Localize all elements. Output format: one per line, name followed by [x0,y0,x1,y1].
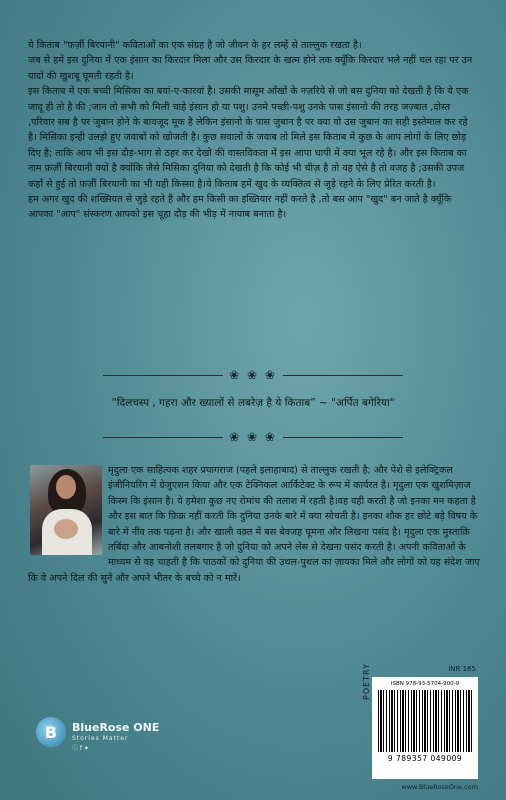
divider-line [103,437,223,438]
endorsement-quote: “दिलचस्प , गहरा और ख्यालों से लबरेज़ है ये किताब” ~ "अर्पित बगेरिया" [111,397,395,409]
barcode-number: 9 789357 049009 [387,754,463,763]
bluerose-logo-icon: B [36,717,66,747]
back-cover-blurb [28,38,478,223]
publisher-logo [36,715,166,755]
divider-line [283,437,403,438]
ornament-divider [0,368,506,382]
publisher-tagline: Stories Matter [72,735,129,742]
price-label: INR 165 [448,665,476,673]
blurb-paragraph: जब से हमें इस दुनिया में एक इंसान का किरदार मिला और उस किरदार के खत्म होने तक क्यूँकि किरदार भले नहीं चल रहा पर उन यादों की खुशबू घूमती रहती है। [28,55,473,82]
author-bio-text: मृदुला एक साहित्यक शहर प्रयागराज (पहले इलाहाबाद) से ताल्लुक रखती है; और पेशे से इलेक्ट्रिकल इंजीनियरिंग में ग्रेजुएशन किया और एक टेक्निकल आर्किटेक्ट के रूप में कार्यरत है। मृदुला एक खुशमिज़ाज किस्म कि इंसान है। ये हमेशा कुछ नए रोमांच की तलाश में रहती है।वह वही करती है जो इनका मन कहता है और इस बात कि फ़िक्र नहीं करती कि दुनिया उनके बारे में क्या सोचती है। इनका शौक हर छोटे बड़े विषय के बारे में नींव तक पढ़ना है। और खाली वक़्त में बस बेवजह घूमना और लिखना पसंद है। मृदुला एक मुस्ताक़िं तबिंदा और आबनोशी तलबगार है जो दुनिया को अपने लेंस से देखना पसंद करती है। अपनी कविताओं के माध्यम से वह चाहती है कि पाठकों को दुनिया की उथल-पुथल का ज़ायका मिले और लोगों को यह संदेश जाए कि वे अपने दिल की सुनें और अपने भीतर के बच्चे को न मारें। [28,465,480,584]
isbn-text: ISBN 978-93-5704-900-9 [390,681,460,687]
author-photo [30,465,102,555]
blurb-paragraph: ये किताब "फ़र्ज़ी बिरयानी" कविताओं का एक संग्रह है जो जीवन के हर लम्हें से ताल्लुक रखता है। [28,40,362,51]
genre-label: POETRY [362,663,371,700]
flower-icon: ❀ ❀ ❀ [229,430,277,444]
ornament-divider [0,430,506,444]
barcode-icon [378,690,472,752]
publisher-website: www.BlueRoseOne.com [401,783,478,791]
blurb-paragraph: हम अगर खुद की शख्सियत से जुड़े रहते है और हम किसी का इख्तियार नहीं करते है ,तो बस आप "खुद" बन जाते है क्यूँकि आपका "आप" संस्करण आपको इस चूहा दौड़ की भीड़ में नायाब बनाता है। [28,194,452,221]
publisher-name: BlueRose ONE [72,721,160,734]
social-icons: ⓘ f ✦ [72,745,89,752]
divider-line [103,375,223,376]
flower-icon: ❀ ❀ ❀ [229,368,277,382]
blurb-paragraph: इस किताब में एक बच्ची मिसिका का बयां-ए-कारवां है। उसकी मासूम आँखों के नज़रिये से जो बस दुनिया को देखती है कि ये एक जादू ही तो है की ;जान तो सभी को मिली चाहे इंसान हो या पशु। उनमे पच्छी-पशु उनके पास इंसानो की तरह जज़्बात ,दोस्त ,परिवार सब है पर जुबान होने के बावजूद मूक है लेकिन इंसानो के पास जुबान है पर क्या वो उस जुबान का सही इस्तेमाल कर रहे है। मिसिका इन्ही उलझे हुए जवाबों को खोजती है। कुछ सवालों के जवाब तो मिले इस किताब में कुछ के आप लोगों के लिए छोड़ दिए है; ताकि आप भी इस दौड़-भाग से ठहर कर देखो की वास्तविकता में इस आपा धापी में क्या भूल रहे है। और इस किताब का नाम फ़र्ज़ी बिरयानी क्यों है क्योंकि जैसे मिसिका दुनिया को देखती है कि कोई भी चीज़ है तो वह ऐसे है तो वजह है ;उसकी उपज कहाँ से हुई तो फ़र्ज़ी बिरयानी का भी यही किस्सा है।ये किताब हमें खुद के व्यक्तित्व से जुड़े रहने के लिए प्रेरित करती है। [28,86,469,190]
isbn-barcode [372,677,478,779]
divider-line [283,375,403,376]
